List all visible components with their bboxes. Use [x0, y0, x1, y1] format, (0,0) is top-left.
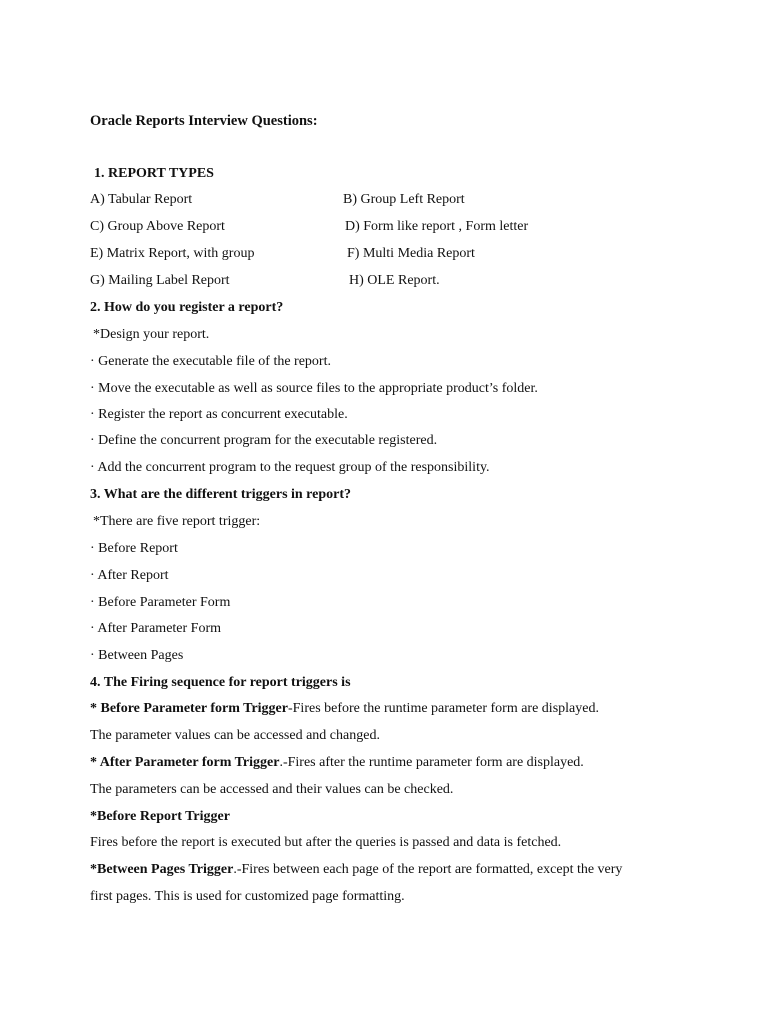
section-3-heading: 3. What are the different triggers in report?	[90, 487, 352, 502]
list-item: · Before Report	[90, 541, 178, 556]
trigger-name: *Between Pages Trigger	[90, 862, 234, 877]
trigger-description-line: The parameter values can be accessed and changed.	[90, 728, 380, 743]
section-3-lead: *There are five report trigger:	[93, 514, 261, 529]
report-type-c: C) Group Above Report	[90, 219, 225, 234]
list-item: · After Report	[90, 568, 169, 583]
trigger-description-line: first pages. This is used for customized page formatting.	[90, 889, 405, 904]
report-type-h: H) OLE Report.	[349, 273, 440, 288]
trigger-description: .-Fires after the runtime parameter form are displayed.	[279, 755, 584, 770]
list-item: · Register the report as concurrent executable.	[90, 407, 348, 422]
report-type-a: A) Tabular Report	[90, 192, 193, 207]
trigger-before-report: *Before Report Trigger	[90, 809, 230, 824]
list-item: · Between Pages	[90, 648, 184, 663]
trigger-after-parameter-form	[90, 754, 584, 772]
section-2-lead: *Design your report.	[93, 327, 210, 342]
report-type-d: D) Form like report , Form letter	[345, 219, 529, 234]
trigger-description: .-Fires between each page of the report are formatted, except the very	[233, 862, 623, 877]
list-item: · After Parameter Form	[90, 621, 222, 636]
trigger-between-pages	[90, 861, 622, 879]
list-item: · Add the concurrent program to the request group of the responsibility.	[90, 460, 490, 475]
section-2-heading: 2. How do you register a report?	[90, 300, 284, 315]
trigger-name: * Before Parameter form Trigger	[90, 701, 288, 716]
document-title: Oracle Reports Interview Questions:	[90, 113, 318, 129]
report-type-g: G) Mailing Label Report	[90, 273, 230, 288]
trigger-description-line: Fires before the report is executed but after the queries is passed and data is fetched.	[90, 835, 562, 850]
list-item: · Generate the executable file of the report.	[90, 354, 331, 369]
report-type-e: E) Matrix Report, with group	[90, 246, 255, 261]
trigger-description-line: The parameters can be accessed and their values can be checked.	[90, 782, 454, 797]
report-type-f: F) Multi Media Report	[347, 246, 475, 261]
list-item: · Move the executable as well as source files to the appropriate product’s folder.	[90, 381, 538, 396]
trigger-before-parameter-form	[90, 700, 599, 718]
section-1-heading: 1. REPORT TYPES	[94, 166, 214, 181]
trigger-name: * After Parameter form Trigger	[90, 755, 280, 770]
section-4-heading: 4. The Firing sequence for report triggers is	[90, 675, 351, 690]
list-item: · Before Parameter Form	[90, 595, 231, 610]
trigger-description: -Fires before the runtime parameter form are displayed.	[287, 701, 599, 716]
report-type-b: B) Group Left Report	[343, 192, 465, 207]
list-item: · Define the concurrent program for the executable registered.	[90, 433, 438, 448]
